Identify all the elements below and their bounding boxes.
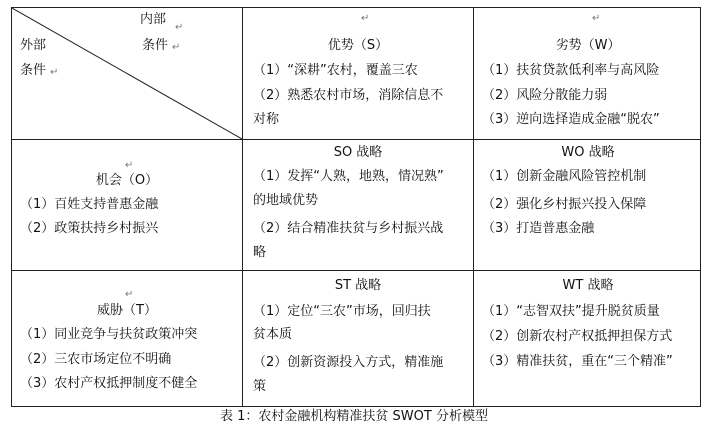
strengths-item-3: 对称: [253, 112, 280, 127]
wt-item-2: （2）创新农村产权抵押担保方式: [482, 329, 673, 344]
paragraph-mark: ↵: [175, 22, 184, 33]
header-internal-label: 内部: [140, 12, 167, 27]
threats-item-2: （2）三农市场定位不明确: [20, 352, 172, 367]
weaknesses-item-3: （3）逆向选择造成金融“脱农”: [482, 112, 660, 127]
so-item-2-cont: 略: [253, 245, 267, 260]
wt-item-1: （1）“志智双扶”提升脱贫质量: [482, 304, 660, 319]
paragraph-mark: ↵: [592, 13, 601, 24]
st-item-1-cont: 贫本质: [253, 327, 293, 342]
diagonal-divider: [12, 8, 242, 139]
so-item-1-cont: 的地域优势: [253, 193, 319, 208]
st-item-2-cont: 策: [253, 379, 267, 394]
strengths-item-1: （1）“深耕”农村，覆盖三农: [253, 63, 418, 78]
so-title: SO 战略: [333, 145, 383, 160]
wo-item-3: （3）打造普惠金融: [482, 221, 595, 236]
header-conditions-label-2: 条件: [20, 63, 47, 78]
wo-title: WO 战略: [561, 145, 615, 160]
weaknesses-item-2: （2）风险分散能力弱: [482, 88, 608, 103]
wt-title: WT 战略: [562, 278, 614, 293]
paragraph-mark: ↵: [361, 13, 370, 24]
paragraph-mark: ↵: [125, 160, 134, 171]
so-item-1: （1）发挥“人熟，地熟，情况熟”: [253, 169, 444, 184]
header-external-label: 外部: [20, 38, 47, 53]
threats-item-3: （3）农村产权抵押制度不健全: [20, 376, 198, 391]
so-item-2: （2）结合精准扶贫与乡村振兴战: [253, 221, 444, 236]
swot-table: [11, 7, 701, 407]
strengths-title: 优势（S）: [327, 38, 389, 53]
st-strategy-cell: [243, 271, 473, 407]
header-cell: [12, 8, 242, 139]
paragraph-mark: ↵: [125, 289, 134, 300]
weaknesses-cell: [474, 8, 702, 139]
so-strategy-cell: [243, 140, 473, 270]
opportunities-cell: [12, 140, 242, 270]
opportunities-title: 机会（O）: [95, 173, 159, 188]
opportunities-item-2: （2）政策扶持乡村振兴: [20, 221, 159, 236]
weaknesses-title: 劣势（W）: [555, 38, 621, 53]
wt-strategy-cell: [474, 271, 702, 407]
table-caption: 表 1：农村金融机构精准扶贫 SWOT 分析模型: [220, 409, 488, 424]
st-item-1: （1）定位“三农”市场，回归扶: [253, 304, 431, 319]
threats-cell: [12, 271, 242, 407]
paragraph-mark: ↵: [50, 67, 59, 78]
st-title: ST 战略: [334, 278, 382, 293]
header-conditions-label: 条件: [142, 38, 169, 53]
threats-item-1: （1）同业竞争与扶贫政策冲突: [20, 327, 198, 342]
paragraph-mark: ↵: [172, 42, 181, 53]
wo-item-1: （1）创新金融风险管控机制: [482, 169, 647, 184]
strengths-item-2: （2）熟悉农村市场，消除信息不: [253, 88, 444, 103]
strengths-cell: [243, 8, 473, 139]
st-item-2: （2）创新资源投入方式，精准施: [253, 355, 444, 370]
weaknesses-item-1: （1）扶贫贷款低利率与高风险: [482, 63, 660, 78]
threats-title: 威胁（T）: [97, 303, 157, 318]
wt-item-3: （3）精准扶贫，重在“三个精准”: [482, 354, 673, 369]
wo-item-2: （2）强化乡村振兴投入保障: [482, 197, 647, 212]
wo-strategy-cell: [474, 140, 702, 270]
opportunities-item-1: （1）百姓支持普惠金融: [20, 197, 159, 212]
